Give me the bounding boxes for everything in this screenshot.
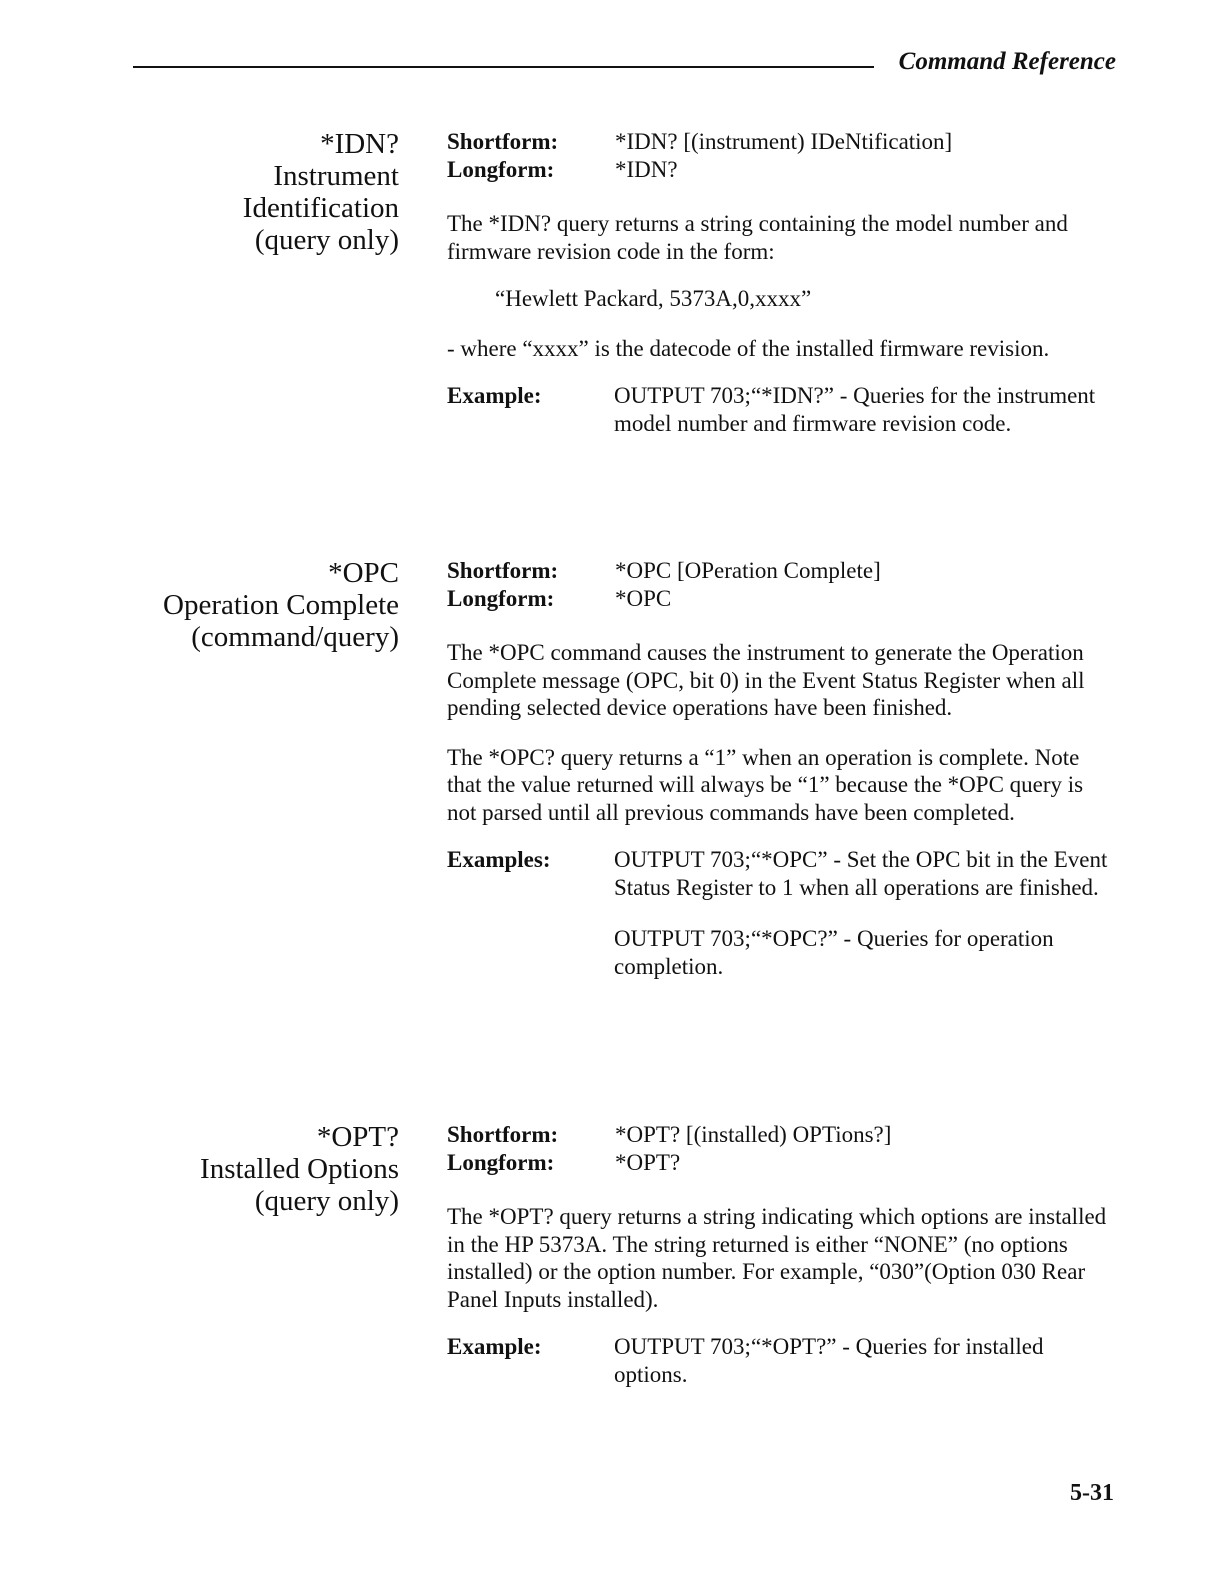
longform-label: Longform: <box>447 1150 555 1175</box>
shortform-label: Shortform: <box>447 558 559 583</box>
shortform-value: *OPT? [(installed) OPTions?] <box>615 1122 892 1147</box>
shortform-row <box>447 128 1117 156</box>
longform-row <box>447 156 1117 184</box>
example-text: OUTPUT 703;“*OPC” - Set the OPC bit in the Event Status Register to 1 when all operations are finished. <box>614 847 1108 900</box>
shortform-row <box>447 557 1117 585</box>
section-title <box>243 128 399 256</box>
example-text: OUTPUT 703;“*IDN?” - Queries for the instrument model number and firmware revision code. <box>614 383 1096 436</box>
shortform-label: Shortform: <box>447 129 559 154</box>
longform-value: *IDN? <box>615 157 678 182</box>
section-title <box>200 1121 399 1217</box>
shortform-value: *OPC [OPeration Complete] <box>615 558 881 583</box>
longform-value: *OPC <box>615 586 672 611</box>
running-header: Command Reference <box>898 48 1116 75</box>
command-type: (command/query) <box>191 621 399 653</box>
command-name: *OPT? <box>316 1121 399 1153</box>
response-format: “Hewlett Packard, 5373A,0,xxxx” <box>495 286 812 311</box>
command-title-line: Operation Complete <box>163 589 399 621</box>
command-name: *OPC <box>328 557 399 589</box>
longform-label: Longform: <box>447 586 555 611</box>
page-number: 5-31 <box>1070 1480 1114 1506</box>
longform-row <box>447 1149 1117 1177</box>
example-row <box>447 1333 1117 1388</box>
description-paragraph: The *OPC? query returns a “1” when an operation is complete. Note that the value returned will always be “1” because the *OPC query is not parsed until all previous commands have been completed. <box>447 744 1084 825</box>
command-type: (query only) <box>254 224 399 256</box>
command-name: *IDN? <box>320 128 399 160</box>
longform-label: Longform: <box>447 157 555 182</box>
command-type: (query only) <box>254 1185 399 1217</box>
description-paragraph: The *OPT? query returns a string indicating which options are installed in the HP 5373A. The string returned is either “NONE” (no options installed) or the option number. For example, “030”(Option 030 Rear Panel Inputs installed). <box>447 1204 1107 1312</box>
shortform-row <box>447 1121 1117 1149</box>
example-label: Example: <box>447 383 542 408</box>
description-paragraph: The *IDN? query returns a string containing the model number and firmware revision code in the form: <box>447 211 1068 264</box>
command-title-line: Identification <box>242 192 399 224</box>
example-text: OUTPUT 703;“*OPC?” - Queries for operation completion. <box>614 926 1054 979</box>
example-text: OUTPUT 703;“*OPT?” - Queries for installed options. <box>614 1334 1044 1387</box>
command-title-line: Installed Options <box>200 1153 399 1185</box>
shortform-value: *IDN? [(instrument) IDeNtification] <box>615 129 953 154</box>
section-body <box>447 1121 1117 1388</box>
example-label: Example: <box>447 1334 542 1359</box>
command-title-line: Instrument <box>273 160 399 192</box>
example-row <box>447 846 1117 980</box>
longform-row <box>447 585 1117 613</box>
longform-value: *OPT? <box>615 1150 681 1175</box>
example-label: Examples: <box>447 847 551 872</box>
example-row <box>447 382 1117 437</box>
section-body <box>447 128 1117 437</box>
description-paragraph: The *OPC command causes the instrument to generate the Operation Complete message (OPC, bit 0) in the Event Status Register when all pending selected device operations have been finished. <box>447 640 1085 720</box>
header-rule <box>133 66 874 68</box>
section-title <box>163 557 399 653</box>
description-paragraph: - where “xxxx” is the datecode of the installed firmware revision. <box>447 335 1050 361</box>
section-body <box>447 557 1117 980</box>
shortform-label: Shortform: <box>447 1122 559 1147</box>
